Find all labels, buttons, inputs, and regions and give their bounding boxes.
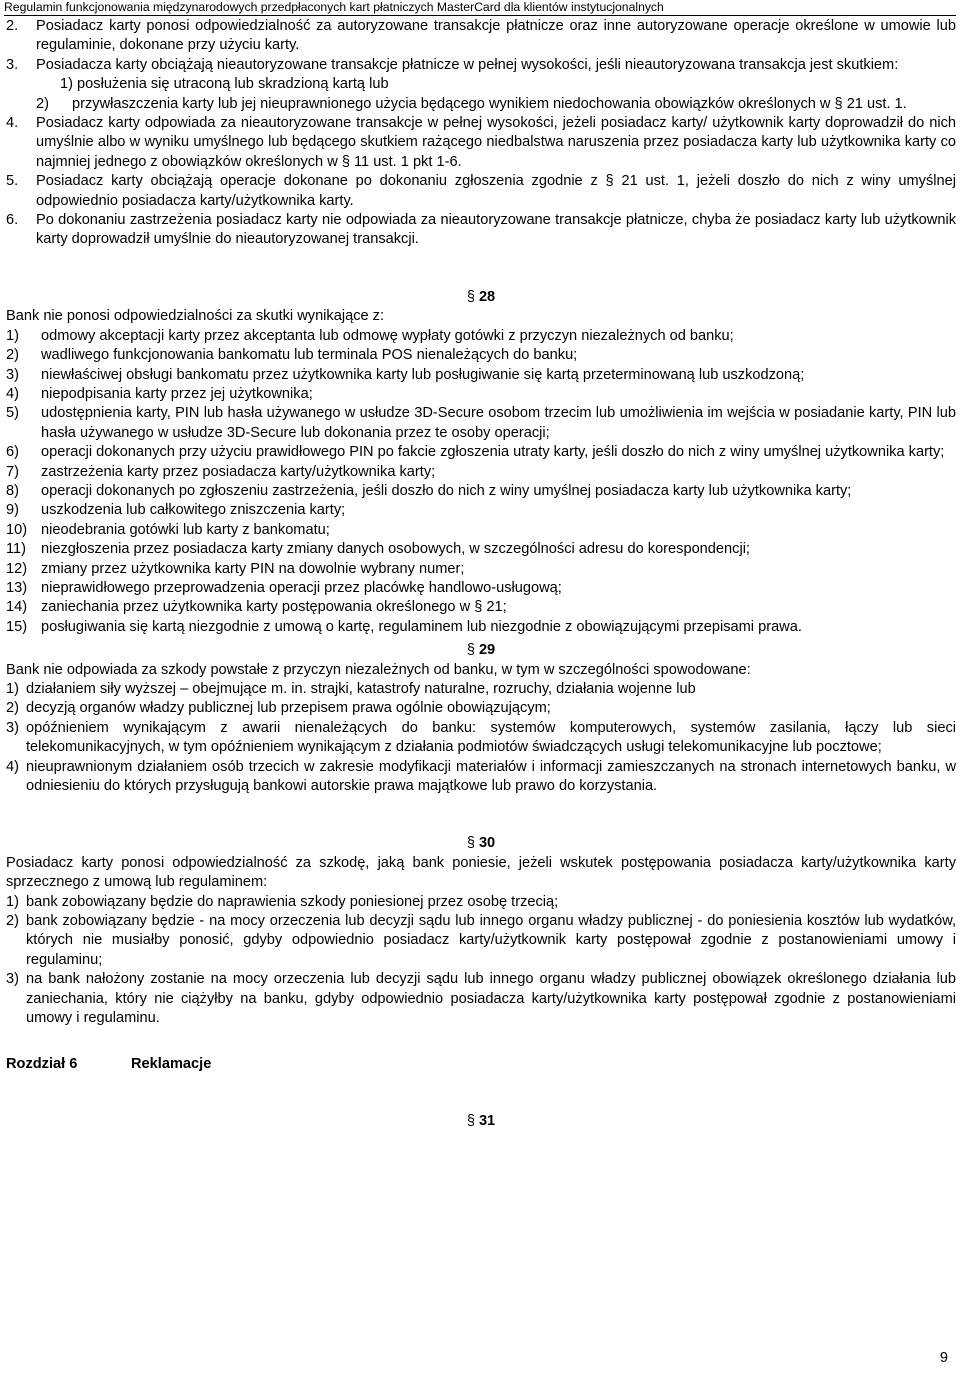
clause-number: 3.: [6, 56, 19, 73]
list-item: [6, 327, 956, 346]
list-item-text: bank zobowiązany będzie do naprawienia szkody poniesionej przez osobę trzecią;: [26, 893, 559, 910]
section-heading-30: [6, 834, 956, 853]
section-intro: Posiadacz karty ponosi odpowiedzialność za szkodę, jaką bank poniesie, jeżeli wskutek postępowania posiadacza karty/użytkownika karty sprzecznego z umową lub regulaminem:: [6, 854, 956, 891]
list-item-text: wadliwego funkcjonowania bankomatu lub terminala POS nienależących do banku;: [41, 347, 578, 364]
list-item: [6, 758, 956, 797]
list-item-number: 12): [6, 560, 28, 577]
section-28-list: [6, 327, 956, 638]
section-intro: Bank nie ponosi odpowiedzialności za skutki wynikające z:: [6, 308, 385, 325]
section-intro: Bank nie odpowiada za szkody powstałe z przyczyn niezależnych od banku, w tym w szczególności spowodowane:: [6, 661, 751, 678]
clause-text: Posiadacz karty obciążają operacje dokonane po dokonaniu zgłoszenia zgodnie z § 21 ust. 1, jeżeli doszło do nich z winy umyślnej odpowiednio posiadacza karty/użytkownika karty.: [36, 173, 956, 209]
list-item-text: udostępnienia karty, PIN lub hasła używanego w usłudze 3D-Secure osobom trzecim lub umożliwienia im wejścia w posiadanie karty, PIN lub hasła używanego w usłudze 3D-Secure lub dokonania przez te osoby operacji;: [41, 405, 956, 441]
section-sign: §: [466, 642, 475, 659]
list-item: [6, 463, 956, 482]
list-item-text: niepodpisania karty przez jej użytkownika;: [41, 385, 313, 402]
sub-item-number: 2): [36, 95, 49, 112]
document-header: Regulamin funkcjonowania międzynarodowych przedpłaconych kart płatniczych MasterCard dla klientów instytucjonalnych: [4, 0, 664, 14]
clause-item: [6, 114, 956, 172]
list-item: [6, 540, 956, 559]
list-item: [6, 443, 956, 462]
clause-item: [6, 211, 956, 250]
sub-item-text: przywłaszczenia karty lub jej nieuprawnionego użycia będącego wynikiem niedochowania obowiązków określonych w § 21 ust. 1.: [72, 95, 907, 112]
list-item: [6, 404, 956, 443]
list-item: [6, 680, 956, 699]
sub-item-text: posłużenia się utraconą lub skradzioną kartą lub: [77, 76, 389, 93]
clause-text: Posiadacz karty odpowiada za nieautoryzowane transakcje w pełnej wysokości, jeżeli posiadacz karty/ użytkownik karty doprowadził do nich umyślnie albo w wyniku umyślnego lub będącego skutkiem rażącego niedbalstwa naruszenia przez posiadacza karty lub użytkownika karty co najmniej jednego z obowiązków określonych w § 11 ust. 1 pkt 1-6.: [36, 115, 956, 170]
section-heading-28: [6, 288, 956, 307]
list-item: [6, 699, 956, 718]
list-item-text: nieuprawnionym działaniem osób trzecich w zakresie modyfikacji materiałów i informacji zamieszczanych na stronach internetowych banku, w odniesieniu do których przysługują bankowi autorskie prawa majątkowe lub prawo do korzystania.: [26, 758, 956, 795]
list-item-number: 13): [6, 579, 28, 596]
list-item-number: 15): [6, 618, 28, 635]
list-item: [6, 560, 956, 579]
list-item: [6, 385, 956, 404]
list-item: [6, 366, 956, 385]
list-item-number: 3): [6, 971, 19, 988]
list-item-text: na bank nałożony zostanie na mocy orzeczenia lub decyzji sądu lub innego organu władzy publicznej obowiązek określonego działania lub zaniechania, który nie ciążyłby na banku, gdyby odpowiednio posiadacza karty/użytkownika karty postępował zgodnie z postanowieniami umowy i regulaminu.: [26, 971, 956, 1027]
list-item-number: 1): [6, 327, 19, 344]
clause-number: 2.: [6, 18, 19, 34]
list-item-number: 8): [6, 482, 19, 499]
clause-text: Posiadacz karty ponosi odpowiedzialność za autoryzowane transakcje płatnicze oraz inne autoryzowane operacje określone w umowie lub regulaminie, dokonane przy użyciu karty.: [36, 18, 956, 54]
chapter-heading: [6, 1055, 956, 1074]
list-item-number: 3): [6, 366, 19, 383]
list-item-number: 2): [6, 700, 19, 717]
list-item: [6, 521, 956, 540]
header-rule: [4, 15, 956, 16]
list-item-number: 4): [6, 385, 19, 402]
section-number: 31: [478, 1112, 496, 1129]
clause-number: 6.: [6, 212, 19, 229]
clause-text: [36, 56, 956, 95]
list-item: [6, 346, 956, 365]
clause-text: Po dokonaniu zastrzeżenia posiadacz karty nie odpowiada za nieautoryzowane transakcje płatnicze, chyba że posiadacz karty lub użytkownik karty doprowadził umyślnie do nieautoryzowanej transakcji.: [36, 212, 956, 248]
clause-number: 5.: [6, 173, 19, 190]
list-item-number: 1): [6, 681, 19, 697]
chapter-title: Reklamacje: [131, 1055, 212, 1072]
list-item-text: nieodebrania gotówki lub karty z bankomatu;: [41, 521, 330, 538]
list-item-text: operacji dokonanych przy użyciu prawidłowego PIN po fakcie zgłoszenia utraty karty, jeśli doszło do nich z winy umyślnej użytkownika karty;: [41, 444, 945, 461]
list-item-text: uszkodzenia lub całkowitego zniszczenia karty;: [41, 502, 346, 519]
list-item-number: 7): [6, 463, 19, 480]
section-heading-29: [6, 641, 956, 660]
list-item-number: 3): [6, 719, 19, 736]
list-item-text: operacji dokonanych po zgłoszeniu zastrzeżenia, jeśli doszło do nich z winy umyślnej posiadacza karty lub użytkownika karty;: [41, 482, 852, 499]
list-item-text: zastrzeżenia karty przez posiadacza karty/użytkownika karty;: [41, 463, 436, 480]
clause-number: 4.: [6, 115, 19, 132]
list-item-number: 6): [6, 444, 19, 461]
list-item: [6, 598, 956, 617]
clause-item: [6, 172, 956, 211]
list-item-number: 11): [6, 541, 27, 558]
clause-text-main: Posiadacza karty obciążają nieautoryzowane transakcje płatnicze w pełnej wysokości, jeśli nieautoryzowana transakcja jest skutkiem:: [36, 56, 899, 73]
list-item: [6, 912, 956, 970]
list-item: [6, 719, 956, 758]
list-item-number: 2): [6, 913, 19, 930]
sub-item: [60, 75, 956, 94]
list-item-text: decyzją organów władzy publicznej lub przepisem prawa ogólnie obowiązującym;: [26, 700, 551, 717]
sub-list: [36, 75, 956, 94]
list-item-number: 4): [6, 758, 19, 775]
chapter-number: Rozdział 6: [6, 1055, 78, 1072]
document-body: [6, 17, 956, 1131]
list-item: [6, 618, 956, 637]
list-item-number: 2): [6, 347, 19, 364]
clause-item-sub-continued: [6, 95, 956, 114]
list-item-number: 5): [6, 405, 19, 422]
section-sign: §: [466, 1112, 475, 1129]
list-item-number: 14): [6, 599, 28, 616]
list-item: [6, 501, 956, 520]
section-number: 28: [478, 288, 496, 305]
section-number: 30: [478, 835, 496, 852]
list-item: [6, 579, 956, 598]
page-number: 9: [939, 1350, 948, 1366]
clause-item: [6, 56, 956, 95]
list-item-text: zmiany przez użytkownika karty PIN na dowolnie wybrany numer;: [41, 560, 465, 577]
section-sign: §: [466, 835, 475, 852]
section-heading-31: [6, 1112, 956, 1131]
list-item-text: zaniechania przez użytkownika karty postępowania określonego w § 21;: [41, 599, 507, 616]
list-item-number: 9): [6, 502, 19, 519]
list-item-text: posługiwania się kartą niezgodnie z umową o kartę, regulaminem lub niezgodnie z obowiązującymi przepisami prawa.: [41, 618, 802, 635]
section-sign: §: [466, 288, 475, 305]
sub-item: [36, 95, 956, 114]
list-item-text: opóźnieniem wynikającym z awarii nienależących do banku: systemów komputerowych, systemów zasilania, łączy lub sieci telekomunikacyjnych, w tym opóźnieniem wynikającym z działania podmiotów świadczących usługi telekomunikacyjne lub pocztowe;: [26, 719, 956, 756]
list-item-text: nieprawidłowego przeprowadzenia operacji przez placówkę handlowo-usługową;: [41, 579, 562, 596]
list-item-text: odmowy akceptacji karty przez akceptanta lub odmowę wypłaty gotówki z przyczyn niezależnych od banku;: [41, 327, 734, 344]
list-item-text: działaniem siły wyższej – obejmujące m. in. strajki, katastrofy naturalne, rozruchy, działania wojenne lub: [26, 681, 696, 697]
list-item-text: bank zobowiązany będzie - na mocy orzeczenia lub decyzji sądu lub innego organu władzy publicznej - do poniesienia kosztów lub wydatków, których nie musiałby ponosić, gdyby odpowiednio posiadacz karty/użytkownik karty postępował zgodnie z postanowieniami umowy i regulaminu;: [26, 913, 956, 968]
list-item-text: niezgłoszenia przez posiadacza karty zmiany danych osobowych, w szczególności adresu do korespondencji;: [41, 541, 750, 558]
list-item-text: niewłaściwej obsługi bankomatu przez użytkownika karty lub posługiwanie się kartą przeterminowaną lub uszkodzoną;: [41, 366, 805, 383]
list-item: [6, 893, 956, 912]
list-item: [6, 482, 956, 501]
list-item-number: 1): [6, 893, 19, 910]
sub-item-number: 1): [60, 76, 73, 93]
list-item-number: 10): [6, 521, 28, 538]
section-number: 29: [478, 642, 496, 659]
section-30-list: [6, 893, 956, 1029]
section-29-list: [6, 680, 956, 796]
clause-item: [6, 17, 956, 56]
list-item: [6, 970, 956, 1028]
